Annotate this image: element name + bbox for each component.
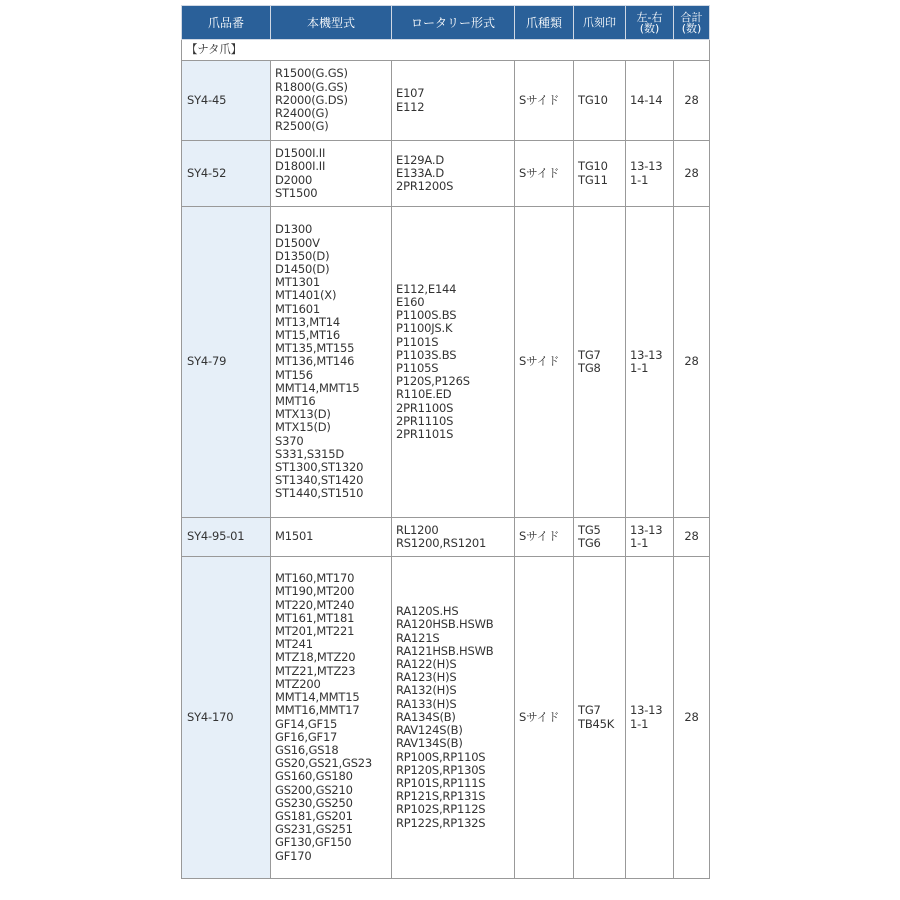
rotary-types-cell-line: P1105S xyxy=(396,361,439,375)
claw-marks-cell-line: TG7 xyxy=(578,703,601,718)
left-right-count-cell-line: 13-13 xyxy=(630,522,663,537)
machine-models-cell-line: R2400(G) xyxy=(275,106,329,121)
rotary-types-cell-line: RL1200 xyxy=(396,522,439,537)
left-right-count-cell-line: 13-13 xyxy=(630,159,663,174)
table-row xyxy=(182,557,710,879)
machine-models-cell-line: R1800(G.GS) xyxy=(275,79,348,94)
rotary-types-cell-line: P120S,P126S xyxy=(396,374,470,389)
machine-models-cell-line: D1300 xyxy=(275,222,313,237)
rotary-types-cell-line: P1100JS.K xyxy=(396,321,453,336)
machine-models-cell-line: GF14,GF15 xyxy=(275,716,338,731)
rotary-types-cell-line: RA121HSB.HSWB xyxy=(396,643,494,658)
total-count-cell: 28 xyxy=(674,61,710,141)
total-count-cell: 28 xyxy=(674,141,710,207)
machine-models-cell-line: MTZ21,MTZ23 xyxy=(275,663,356,678)
total-count-cell: 28 xyxy=(674,518,710,557)
machine-models-cell-line: GS230,GS250 xyxy=(275,795,353,810)
left-right-count-cell-line: 14-14 xyxy=(630,92,663,107)
machine-models-cell-line: ST1340,ST1420 xyxy=(275,473,364,488)
machine-models-cell-line: ST1440,ST1510 xyxy=(275,486,364,501)
part-number-cell: SY4-45 xyxy=(182,61,271,141)
rotary-types-cell-line: P1103S.BS xyxy=(396,347,457,362)
claw-type-cell: Sサイド xyxy=(515,141,574,207)
machine-models-cell-line: MT136,MT146 xyxy=(275,354,355,369)
rotary-types-cell-line: RP102S,RP112S xyxy=(396,802,486,817)
machine-models-cell-line: MTZ200 xyxy=(275,676,321,691)
claw-marks-cell-line: TB45K xyxy=(578,716,615,731)
rotary-types-cell-line: RA133(H)S xyxy=(396,696,457,711)
rotary-types-cell-line: P1101S xyxy=(396,334,439,349)
total-count-cell: 28 xyxy=(674,557,710,879)
machine-models-cell-line: D2000 xyxy=(275,172,313,187)
rotary-types-cell-line: E107 xyxy=(396,86,425,101)
claw-marks-cell-line: TG11 xyxy=(578,172,608,187)
part-number-cell: SY4-95-01 xyxy=(182,518,271,557)
machine-models-cell-line: ST1300,ST1320 xyxy=(275,460,364,475)
machine-models-cell-line: MMT16,MMT17 xyxy=(275,703,360,718)
rotary-types-cell-line: P1100S.BS xyxy=(396,308,457,323)
left-right-count-cell xyxy=(626,557,674,879)
rotary-types-cell-line: E133A.D xyxy=(396,165,444,180)
rotary-types-cell-line: RAV134S(B) xyxy=(396,736,463,751)
left-right-count-cell-line: 13-13 xyxy=(630,703,663,718)
rotary-types-cell-line: RP120S,RP130S xyxy=(396,762,486,777)
left-right-count-cell xyxy=(626,207,674,518)
machine-models-cell-line: MT1601 xyxy=(275,301,321,316)
machine-models-cell-line: GS200,GS210 xyxy=(275,782,353,797)
machine-models-cell-line: R2000(G.DS) xyxy=(275,92,348,107)
claw-marks-cell xyxy=(574,207,626,518)
machine-models-cell-line: GS181,GS201 xyxy=(275,808,353,823)
machine-models-cell-line: MT201,MT221 xyxy=(275,624,355,639)
rotary-types-cell-line: 2PR1200S xyxy=(396,179,454,194)
header-total-count: 合計 (数) xyxy=(674,6,710,40)
machine-models-cell xyxy=(271,557,392,879)
machine-models-cell-line: R1500(G.GS) xyxy=(275,66,348,81)
rotary-types-cell-line: RA132(H)S xyxy=(396,683,457,698)
machine-models-cell-line: GS16,GS18 xyxy=(275,742,339,757)
header-claw-type: 爪種類 xyxy=(515,6,574,40)
claw-type-cell: Sサイド xyxy=(515,207,574,518)
machine-models-cell xyxy=(271,207,392,518)
header-machine-model: 本機型式 xyxy=(271,6,392,40)
machine-models-cell-line: GF130,GF150 xyxy=(275,835,352,850)
machine-models-cell-line: MTX15(D) xyxy=(275,420,331,435)
machine-models-cell-line: MTX13(D) xyxy=(275,407,331,422)
header-part-number: 爪品番 xyxy=(182,6,271,40)
claw-marks-cell xyxy=(574,141,626,207)
rotary-types-cell-line: RA120HSB.HSWB xyxy=(396,617,494,632)
machine-models-cell-line: MT156 xyxy=(275,367,313,382)
claw-marks-cell xyxy=(574,61,626,141)
left-right-count-cell-line: 1-1 xyxy=(630,716,649,731)
rotary-types-cell-line: RAV124S(B) xyxy=(396,723,463,738)
rotary-types-cell-line: RA134S(B) xyxy=(396,709,456,724)
claw-marks-cell xyxy=(574,518,626,557)
machine-models-cell xyxy=(271,518,392,557)
rotary-types-cell-line: RP121S,RP131S xyxy=(396,789,486,804)
claw-marks-cell-line: TG8 xyxy=(578,361,601,375)
left-right-count-cell-line: 1-1 xyxy=(630,536,649,550)
claw-marks-cell-line: TG10 xyxy=(578,159,608,174)
claw-type-cell: Sサイド xyxy=(515,557,574,879)
claw-type-cell: Sサイド xyxy=(515,518,574,557)
rotary-types-cell-line: RP122S,RP132S xyxy=(396,815,486,830)
total-count-cell: 28 xyxy=(674,207,710,518)
parts-table-container xyxy=(181,5,709,879)
rotary-types-cell xyxy=(392,207,515,518)
rotary-types-cell-line: RA123(H)S xyxy=(396,670,457,685)
table-row xyxy=(182,141,710,207)
machine-models-cell-line: D1800I.II xyxy=(275,159,326,174)
rotary-types-cell-line: E112 xyxy=(396,99,425,114)
machine-models-cell-line: GS231,GS251 xyxy=(275,822,353,837)
machine-models-cell-line: GS160,GS180 xyxy=(275,769,353,784)
rotary-types-cell-line: E160 xyxy=(396,294,425,309)
claw-marks-cell-line: TG6 xyxy=(578,536,601,550)
part-number-cell: SY4-170 xyxy=(182,557,271,879)
machine-models-cell-line: D1450(D) xyxy=(275,261,330,276)
machine-models-cell xyxy=(271,141,392,207)
section-row xyxy=(182,40,710,61)
claw-type-cell: Sサイド xyxy=(515,61,574,141)
table-row xyxy=(182,207,710,518)
rotary-types-cell xyxy=(392,518,515,557)
machine-models-cell-line: MT1401(X) xyxy=(275,288,337,303)
claw-marks-cell xyxy=(574,557,626,879)
header-rotary-type: ロータリー形式 xyxy=(392,6,515,40)
header-claw-mark: 爪刻印 xyxy=(574,6,626,40)
left-right-count-cell-line: 1-1 xyxy=(630,361,649,375)
machine-models-cell-line: D1500I.II xyxy=(275,146,326,161)
machine-models-cell-line: MTZ18,MTZ20 xyxy=(275,650,356,665)
rotary-types-cell xyxy=(392,141,515,207)
rotary-types-cell-line: 2PR1101S xyxy=(396,427,454,442)
machine-models-cell-line: GF170 xyxy=(275,848,312,863)
machine-models-cell-line: D1500V xyxy=(275,235,320,250)
left-right-count-cell-line: 1-1 xyxy=(630,172,649,187)
rotary-types-cell-line: E112,E144 xyxy=(396,281,457,296)
table-row xyxy=(182,518,710,557)
claw-marks-cell-line: TG5 xyxy=(578,522,601,537)
machine-models-cell-line: MT241 xyxy=(275,637,313,652)
machine-models-cell-line: MT135,MT155 xyxy=(275,341,355,356)
rotary-types-cell-line: 2PR1100S xyxy=(396,400,454,415)
rotary-types-cell-line: RA120S.HS xyxy=(396,604,459,619)
machine-models-cell-line: MT161,MT181 xyxy=(275,610,355,625)
machine-models-cell-line: MMT16 xyxy=(275,394,316,408)
left-right-count-cell xyxy=(626,518,674,557)
machine-models-cell-line: MMT14,MMT15 xyxy=(275,690,360,705)
left-right-count-cell xyxy=(626,141,674,207)
left-right-count-cell xyxy=(626,61,674,141)
machine-models-cell-line: MT220,MT240 xyxy=(275,597,355,612)
rotary-types-cell-line: 2PR1110S xyxy=(396,413,454,428)
rotary-types-cell-line: R110E.ED xyxy=(396,387,452,402)
rotary-types-cell-line: RA121S xyxy=(396,630,440,645)
machine-models-cell-line: MT15,MT16 xyxy=(275,327,341,342)
rotary-types-cell-line: RP100S,RP110S xyxy=(396,749,486,764)
rotary-types-cell-line: RS1200,RS1201 xyxy=(396,536,487,550)
rotary-types-cell-line: RA122(H)S xyxy=(396,657,457,672)
machine-models-cell-line: MT13,MT14 xyxy=(275,314,341,329)
table-row xyxy=(182,61,710,141)
machine-models-cell-line: R2500(G) xyxy=(275,119,329,134)
header-row xyxy=(182,6,710,40)
machine-models-cell-line: MT1301 xyxy=(275,275,321,290)
claw-marks-cell-line: TG10 xyxy=(578,92,608,107)
machine-models-cell-line: MMT14,MMT15 xyxy=(275,380,360,395)
machine-models-cell-line: S331,S315D xyxy=(275,446,345,461)
machine-models-cell-line: D1350(D) xyxy=(275,248,330,263)
machine-models-cell xyxy=(271,61,392,141)
claw-parts-table xyxy=(181,5,710,879)
machine-models-cell-line: MT160,MT170 xyxy=(275,571,355,586)
machine-models-cell-line: GS20,GS21,GS23 xyxy=(275,756,373,771)
machine-models-cell-line: M1501 xyxy=(275,529,314,544)
machine-models-cell-line: MT190,MT200 xyxy=(275,584,355,599)
rotary-types-cell-line: RP101S,RP111S xyxy=(396,775,486,790)
section-label: 【ナタ爪】 xyxy=(182,40,710,61)
rotary-types-cell xyxy=(392,61,515,141)
left-right-count-cell-line: 13-13 xyxy=(630,347,663,362)
machine-models-cell-line: S370 xyxy=(275,433,304,448)
machine-models-cell-line: ST1500 xyxy=(275,185,318,200)
claw-marks-cell-line: TG7 xyxy=(578,347,601,362)
rotary-types-cell-line: E129A.D xyxy=(396,152,444,167)
part-number-cell: SY4-79 xyxy=(182,207,271,518)
part-number-cell: SY4-52 xyxy=(182,141,271,207)
rotary-types-cell xyxy=(392,557,515,879)
header-left-right-count: 左-右 (数) xyxy=(626,6,674,40)
machine-models-cell-line: GF16,GF17 xyxy=(275,729,338,744)
